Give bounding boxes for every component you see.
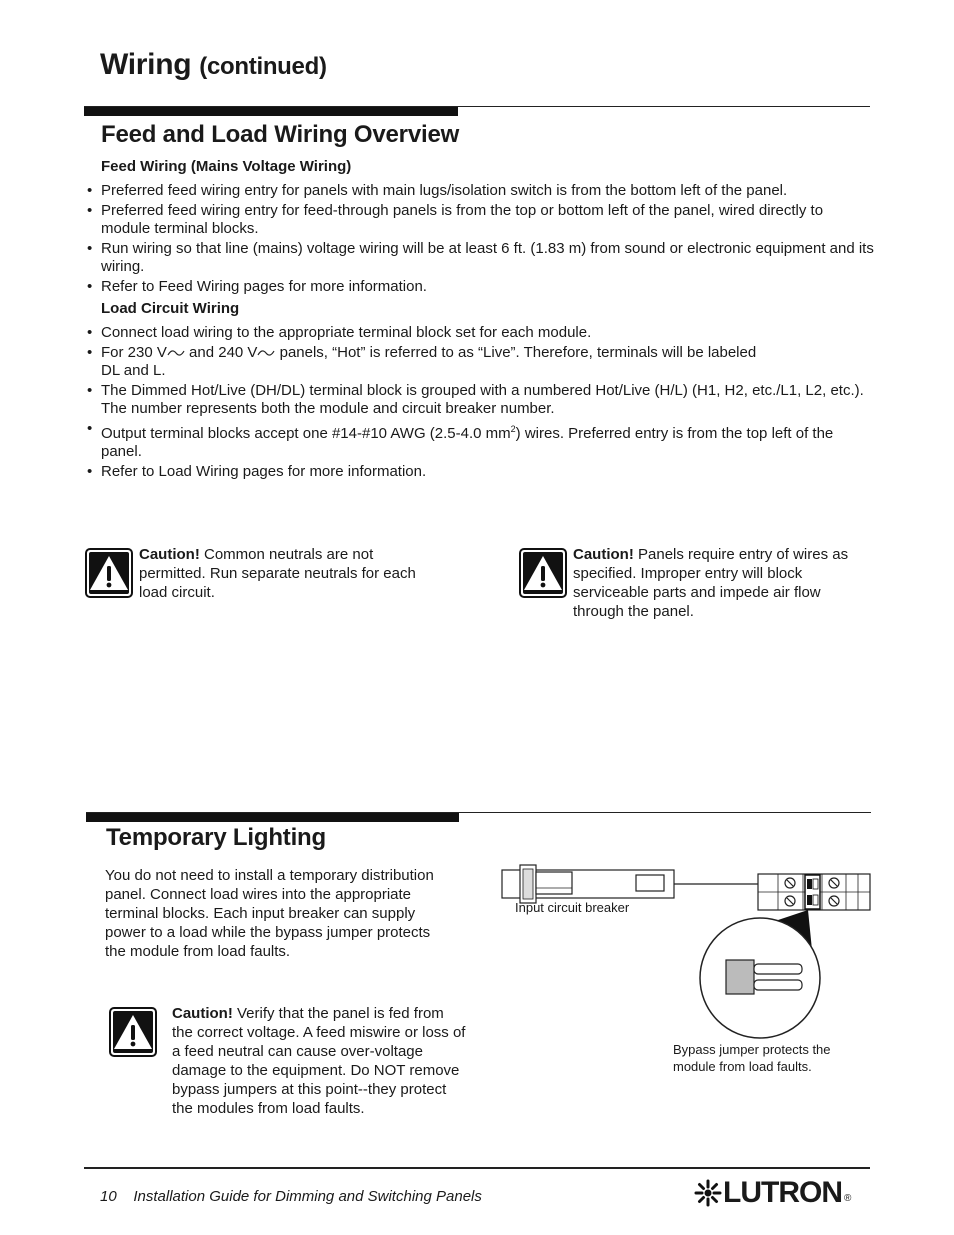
page-title-suffix: (continued) xyxy=(199,53,327,80)
section-heading-feed-load: Feed and Load Wiring Overview xyxy=(101,121,460,148)
section-divider-bar xyxy=(86,813,459,822)
warning-icon xyxy=(519,548,567,598)
footer xyxy=(100,1188,482,1205)
feed-wiring-list xyxy=(85,182,875,297)
warning-icon xyxy=(109,1007,157,1057)
ac-symbol-icon xyxy=(167,348,185,358)
ac-symbol-icon xyxy=(257,348,275,358)
section-divider-bar xyxy=(84,107,458,116)
list-item: • Refer to Load Wiring pages for more information. xyxy=(85,463,875,482)
list-item: • The Dimmed Hot/Live (DH/DL) terminal block is grouped with a numbered Hot/Live (H/L) (H1, H2, etc./L1, L2, etc.). The number represents both the module and circuit breaker number. xyxy=(85,382,875,419)
temporary-lighting-body: You do not need to install a temporary distribution panel. Connect load wires into the appropriate terminal blocks. Each input breaker can supply power to a load while the bypass jumper protects the module from load faults. xyxy=(105,867,434,960)
list-item: • Preferred feed wiring entry for panels with main lugs/isolation switch is from the bottom left of the panel. xyxy=(85,182,875,201)
caution-neutrals: Caution! Common neutrals are not permitted. Run separate neutrals for each load circuit. xyxy=(139,546,416,601)
list-item: • Refer to Feed Wiring pages for more information. xyxy=(85,278,875,297)
doc-title: Installation Guide for Dimming and Switching Panels xyxy=(133,1188,482,1205)
breaker-label: Input circuit breaker xyxy=(515,900,630,915)
section-heading-temporary: Temporary Lighting xyxy=(106,824,326,851)
list-item: • Run wiring so that line (mains) voltage wiring will be at least 6 ft. (1.83 m) from sound or electronic equipment and its wiring. xyxy=(85,240,875,277)
caution-wire-entry: Caution! Panels require entry of wires as specified. Improper entry will block serviceable parts and impede air flow through the panel. xyxy=(573,546,849,620)
page-title xyxy=(100,48,327,82)
load-circuit-subheading: Load Circuit Wiring xyxy=(101,300,240,317)
caution-voltage: Caution! Verify that the panel is fed from the correct voltage. A feed miswire or loss of a feed neutral can cause over-voltage damage to the equipment. Do NOT remove bypass jumpers at this point--they protect the modules from load faults. xyxy=(172,1005,466,1117)
lutron-logo xyxy=(693,1176,851,1210)
list-item: • Output terminal blocks accept one #14-#10 AWG (2.5-4.0 $mm^2$) wires. Preferred entry is from the top left of the panel. xyxy=(85,420,875,462)
registered-mark: ® xyxy=(843,1192,852,1204)
magnifier-circle xyxy=(700,918,820,1038)
page-number: 10 xyxy=(100,1188,117,1205)
feed-wiring-subheading: Feed Wiring (Mains Voltage Wiring) xyxy=(101,158,352,175)
jumper-label: Bypass jumper protects the module from load faults. xyxy=(673,1042,831,1074)
bypass-jumper-diagram xyxy=(498,860,874,1042)
sunburst-icon xyxy=(693,1178,723,1208)
brand-name: LUTRON xyxy=(723,1176,842,1209)
bypass-jumper xyxy=(726,960,754,994)
warning-icon xyxy=(85,548,133,598)
list-item: • Connect load wiring to the appropriate terminal block set for each module. xyxy=(85,324,875,343)
list-item: • Preferred feed wiring entry for feed-through panels is from the top or bottom left of the panel, wired directly to module terminal blocks. xyxy=(85,202,875,239)
page-title-text: Wiring xyxy=(100,48,192,81)
footer-divider xyxy=(84,1167,870,1169)
list-item: • For 230 V and 240 V panels, “Hot” is referred to as “Live”. Therefore, terminals will be labeled DL and L. xyxy=(85,344,875,381)
load-wiring-list xyxy=(85,324,875,482)
